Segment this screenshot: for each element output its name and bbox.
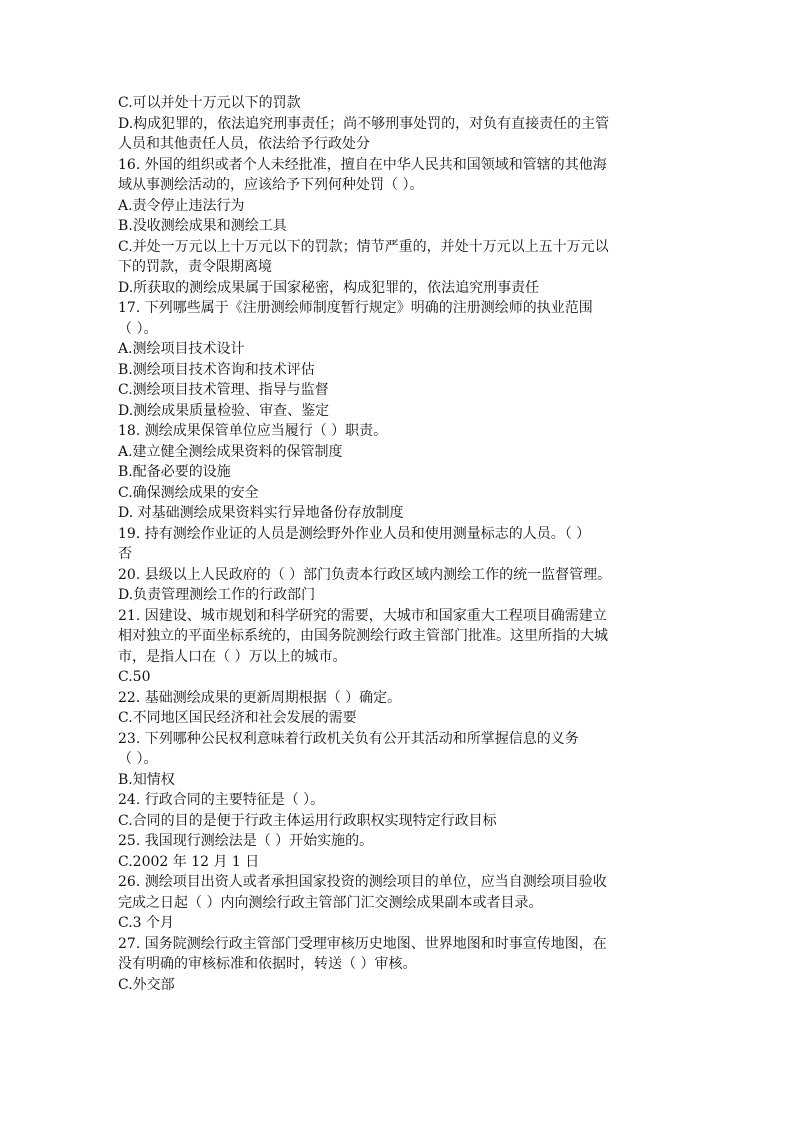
- answer-line: C.2002 年 12 月 1 日: [118, 853, 260, 870]
- question-18-line: 18. 测绘成果保管单位应当履行（ ）职责。: [118, 423, 388, 439]
- answer-line: 否: [118, 546, 132, 562]
- answer-line: C.外交部: [118, 976, 175, 993]
- option-line: B.没收测绘成果和测绘工具: [118, 218, 287, 234]
- text-line: D.构成犯罪的，依法追究刑事责任；尚不够刑事处罚的，对负有直接责任的主管: [118, 115, 610, 132]
- document-page: [118, 93, 684, 995]
- text-line: 域从事测绘活动的，应该给予下列何种处罚（ ）。: [118, 177, 424, 193]
- text-line: 没有明确的审核标准和依据时，转送（ ）审核。: [118, 956, 417, 972]
- question-17-line: 17. 下列哪些属于《注册测绘师制度暂行规定》明确的注册测绘师的执业范围: [118, 300, 593, 316]
- question-25-line: 25. 我国现行测绘法是（ ）开始实施的。: [118, 833, 374, 849]
- question-16-line: 16. 外国的组织或者个人未经批准，擅自在中华人民共和国领域和管辖的其他海: [118, 156, 607, 173]
- question-26-line: 26. 测绘项目出资人或者承担国家投资的测绘项目的单位，应当自测绘项目验收: [118, 874, 607, 890]
- text-line: （ ）。: [118, 320, 158, 337]
- question-19-line: 19. 持有测绘作业证的人员是测绘野外作业人员和使用测量标志的人员。（ ）: [118, 525, 591, 542]
- option-line: A.建立健全测绘成果资料的保管制度: [118, 443, 343, 460]
- text-line: 下的罚款，责令限期离境: [118, 259, 272, 275]
- option-line: C.测绘项目技术管理、指导与监督: [118, 382, 329, 398]
- text-line: C.可以并处十万元以下的罚款: [118, 95, 301, 111]
- question-20-line: 20. 县级以上人民政府的（ ）部门负责本行政区域内测绘工作的统一监督管理。: [118, 566, 612, 583]
- answer-line: D.负责管理测绘工作的行政部门: [118, 587, 316, 603]
- text-line: （ ）。: [118, 751, 158, 767]
- option-line: A.责令停止违法行为: [118, 197, 245, 214]
- question-22-line: 22. 基础测绘成果的更新周期根据（ ）确定。: [118, 689, 402, 706]
- answer-line: B.知情权: [118, 771, 175, 788]
- option-line: C.确保测绘成果的安全: [118, 484, 259, 501]
- answer-line: C.不同地区国民经济和社会发展的需要: [118, 710, 357, 726]
- option-line: D. 对基础测绘成果资料实行异地备份存放制度: [118, 505, 404, 521]
- answer-line: C.合同的目的是便于行政主体运用行政职权实现特定行政目标: [118, 812, 497, 829]
- question-23-line: 23. 下列哪种公民权利意味着行政机关负有公开其活动和所掌握信息的义务: [118, 730, 579, 747]
- option-line: D.所获取的测绘成果属于国家秘密，构成犯罪的，依法追究刑事责任: [118, 279, 540, 296]
- option-line: B.配备必要的设施: [118, 464, 231, 480]
- option-line: D.测绘成果质量检验、审查、鉴定: [118, 402, 330, 419]
- answer-line: C.50: [118, 669, 151, 685]
- option-line: A.测绘项目技术设计: [118, 341, 245, 357]
- text-line: 人员和其他责任人员，依法给予行政处分: [118, 136, 370, 152]
- text-line: 市，是指人口在（ ）万以上的城市。: [118, 648, 347, 665]
- question-21-line: 21. 因建设、城市规划和科学研究的需要，大城市和国家重大工程项目确需建立: [118, 607, 607, 624]
- question-27-line: 27. 国务院测绘行政主管部门受理审核历史地图、世界地图和时事宣传地图，在: [118, 935, 607, 952]
- option-line: B.测绘项目技术咨询和技术评估: [118, 361, 315, 378]
- text-line: 完成之日起（ ）内向测绘行政主管部门汇交测绘成果副本或者目录。: [118, 894, 543, 911]
- answer-line: C.3 个月: [118, 915, 175, 931]
- question-24-line: 24. 行政合同的主要特征是（ ）。: [118, 792, 325, 808]
- option-line: C.并处一万元以上十万元以下的罚款；情节严重的，并处十万元以上五十万元以: [118, 238, 609, 255]
- text-line: 相对独立的平面坐标系统的，由国务院测绘行政主管部门批准。这里所指的大城: [118, 628, 608, 644]
